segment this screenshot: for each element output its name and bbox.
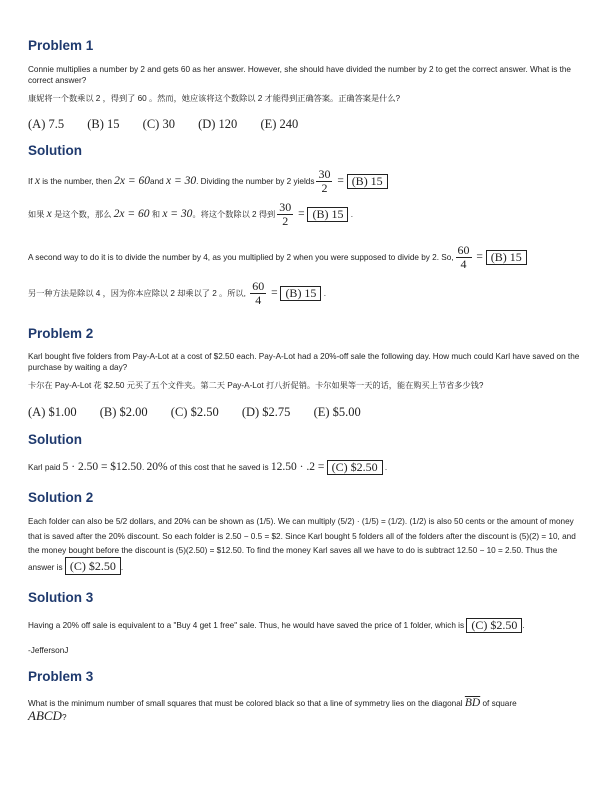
choice-b: (B) $2.00	[99, 405, 148, 419]
solution-1-line-zh-2: 另一种方法是除以 4 ，因为你本应除以 2 却乘以了 2 。所以, $\frac{60}{4}$ = (B) 15 .	[28, 279, 326, 307]
problem-3-text: What is the minimum number of small squares that must be colored black so that a line of symmetry lies on the diagonal $\overline{BD}$ of square ABCD?	[28, 697, 517, 723]
solution-2-heading: Solution	[28, 432, 82, 447]
problem-2-text-zh: 卡尔在 Pay-A-Lot 花 $2.50 元买了五个文件夹。第二天 Pay-A-Lot 打八折促销。卡尔如果等一天的话，能在购买上节省多少钱?	[28, 381, 484, 390]
solution-author: -JeffersonJ	[28, 646, 69, 655]
choice-e: (E) 240	[260, 117, 299, 131]
choice-e: (E) $5.00	[313, 405, 361, 419]
problem-2-text-en: Karl bought five folders from Pay-A-Lot at a cost of $2.50 each. Pay-A-Lot had a 20%-off sale the following day. How much could Karl have saved on the purchase by waiting a day?	[28, 352, 580, 372]
problem-3-heading: Problem 3	[28, 669, 94, 684]
solution-3-heading: Solution 3	[28, 590, 94, 605]
choice-a: (A) 7.5	[28, 117, 65, 131]
problem-1-choices	[28, 117, 318, 132]
choice-d: (D) 120	[198, 117, 238, 131]
solution-1-line-1: If x is the number, then 2x = 60 and x = 30 . Dividing the number by 2 yields $\frac{30}{2}$ = (B) 15	[28, 168, 584, 195]
answer-box: (B) 15	[307, 207, 348, 222]
solution-1-line-zh: 如果 x 是这个数，那么 2x = 60 和 x = 30 。将这个数除以 2 得到 $\frac{30}{2}$ = (B) 15 .	[28, 200, 354, 228]
solution-2b-heading: Solution 2	[28, 490, 94, 505]
problem-2-heading: Problem 2	[28, 326, 94, 341]
solution-2-line: Karl paid 5 · 2.50 = $12.50 . 20% of this cost that he saved is 12.50 · .2 = (C) $2.50 .	[28, 460, 388, 474]
solution-1-heading: Solution	[28, 143, 82, 158]
problem-2-choices	[28, 405, 381, 420]
problem-1-heading: Problem 1	[28, 38, 94, 53]
solution-2b-text: Each folder can also be 5/2 dollars, and 20% can be shown as (1/5). We can multiply (5/2) · (1/5) = (1/2). (1/2) is also 50 cents or the amount of money that is saved after the 20% discount. So each folder is 2.50 − 0.5 = $2. Since Karl bought 5 folders all of the folders after the discount is (5)(2) = 10, and the money bought before the discount is (5)(2.50) = $12.50. To find the money Karl saves all we have to do is subtract 12.50 − 10 = 2.50. Thus the answer is (C) $2.50 .	[28, 517, 576, 573]
answer-box: (B) 15	[486, 250, 527, 265]
answer-box: (C) $2.50	[466, 618, 522, 633]
square-abcd: ABCD	[28, 708, 62, 723]
choice-d: (D) $2.75	[241, 405, 291, 419]
choice-c: (C) $2.50	[170, 405, 219, 419]
solution-3-text: Having a 20% off sale is equivalent to a "Buy 4 get 1 free" sale. Thus, he would have saved the price of 1 folder, which is (C) $2.50 .	[28, 618, 525, 632]
answer-box: (C) $2.50	[65, 557, 121, 575]
choice-a: (A) $1.00	[28, 405, 77, 419]
segment-bd: $\overline{BD}$	[464, 697, 481, 709]
choice-b: (B) 15	[87, 117, 120, 131]
answer-box: (B) 15	[347, 174, 388, 189]
problem-1-text-en: Connie multiplies a number by 2 and gets 60 as her answer. However, she should have divided the number by 2 to get the correct answer. What is the correct answer?	[28, 65, 571, 85]
answer-box: (C) $2.50	[327, 460, 383, 475]
answer-box: (B) 15	[280, 286, 321, 301]
choice-c: (C) 30	[142, 117, 175, 131]
solution-1-line-3: A second way to do it is to divide the number by 4, as you multiplied by 2 when you were supposed to divide by 2. So, $\frac{60}{4}$ = (B) 15	[28, 244, 584, 271]
problem-1-text-zh: 康妮将一个数乘以 2 ，得到了 60 。然而，她应该将这个数除以 2 才能得到正确答案。正确答案是什么?	[28, 94, 401, 103]
